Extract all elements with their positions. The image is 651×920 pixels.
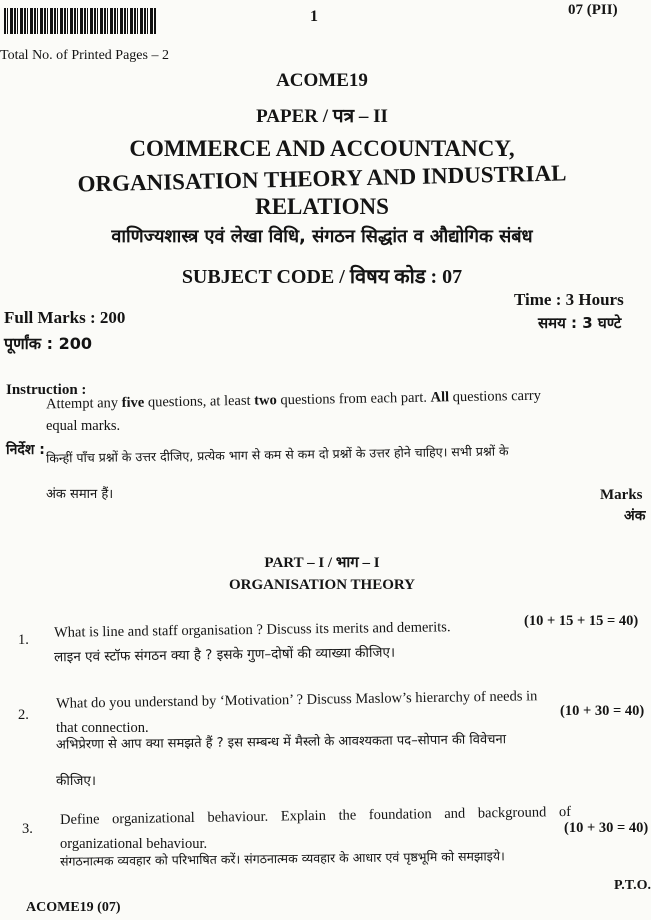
instruction-text: Attempt any bbox=[45, 394, 122, 413]
question-text: What do you understand by ‘Motivation’ ? Discuss Maslow’s hierarchy of needs in bbox=[55, 688, 538, 712]
question-marks: (10 + 15 + 15 = 40) bbox=[524, 613, 639, 629]
marks-label: Marks bbox=[600, 487, 643, 503]
instruction-line-1 bbox=[46, 388, 541, 414]
total-pages: Total No. of Printed Pages – 2 bbox=[0, 48, 169, 63]
question-marks: (10 + 30 = 40) bbox=[564, 820, 649, 836]
instruction-two: two bbox=[254, 392, 277, 409]
question-marks: (10 + 30 = 40) bbox=[560, 703, 645, 719]
time-allowed-hindi: समय : 3 घण्टे bbox=[538, 314, 622, 332]
instruction-text: questions, at least bbox=[144, 392, 255, 411]
instruction-text: questions carry bbox=[448, 387, 542, 406]
instruction-hindi-line-2: अंक समान हैं। bbox=[46, 487, 114, 502]
subject-line-3: RELATIONS bbox=[255, 194, 389, 219]
paper-code: 07 (PII) bbox=[568, 2, 618, 18]
barcode bbox=[4, 8, 156, 34]
question-text-hindi: संगठनात्मक व्यवहार को परिभाषित करें। संगठनात्मक व्यवहार के आधार एवं पृष्ठभूमि को समझाइये। bbox=[59, 848, 505, 869]
marks-label-hindi: अंक bbox=[624, 508, 646, 524]
question-text: What is line and staff organisation ? Discuss its merits and demerits. bbox=[53, 619, 451, 641]
full-marks: Full Marks : 200 bbox=[4, 308, 126, 327]
subject-line-1: COMMERCE AND ACCOUNTANCY, bbox=[129, 136, 515, 161]
full-marks-hindi: पूर्णांक : 200 bbox=[4, 334, 93, 353]
instruction-all: All bbox=[430, 389, 450, 406]
subject-line-2: ORGANISATION THEORY AND INDUSTRIAL bbox=[77, 160, 567, 197]
instruction-hindi-line-1: किन्हीं पाँच प्रश्नों के उत्तर दीजिए, प्रत्येक भाग से कम से कम दो प्रश्नों के उत्तर होने चाहिए। सभी प्रश्नों के bbox=[45, 443, 509, 466]
subject-code: SUBJECT CODE / विषय कोड : 07 bbox=[181, 266, 463, 288]
instruction-line-2: equal marks. bbox=[46, 418, 121, 434]
exam-code: ACOME19 bbox=[276, 70, 368, 91]
instruction-five: five bbox=[121, 394, 145, 411]
question-number: 2. bbox=[18, 707, 29, 723]
question-text-hindi: लाइन एवं स्टॉफ संगठन क्या है ? इसके गुण–दोषों की व्याख्या कीजिए। bbox=[53, 644, 396, 666]
instruction-heading-hindi: निर्देश : bbox=[6, 442, 45, 458]
question-text-cont: that connection. bbox=[56, 720, 149, 736]
question-text: Define organizational behaviour. Explain the foundation and background of bbox=[59, 803, 572, 829]
paper-title: PAPER / पत्र – II bbox=[256, 106, 388, 127]
question-number: 3. bbox=[22, 821, 33, 837]
subject-hindi: वाणिज्यशास्त्र एवं लेखा विधि, संगठन सिद्धांत व औद्योगिक संबंध bbox=[111, 226, 533, 247]
time-allowed: Time : 3 Hours bbox=[514, 290, 624, 309]
instruction-text: questions from each part. bbox=[276, 389, 431, 409]
question-number: 1. bbox=[18, 632, 29, 648]
part-subheading: ORGANISATION THEORY bbox=[228, 577, 416, 593]
pto: P.T.O. bbox=[614, 878, 651, 893]
question-text-cont: organizational behaviour. bbox=[60, 836, 208, 852]
footer-code: ACOME19 (07) bbox=[26, 900, 121, 915]
instruction-heading: Instruction : bbox=[6, 382, 87, 398]
question-text-hindi-cont: कीजिए। bbox=[56, 773, 96, 789]
question-text-hindi: अभिप्रेरणा से आप क्या समझते हैं ? इस सम्बन्ध में मैस्लो के आवश्यकता पद–सोपान की विवेचना bbox=[55, 732, 507, 753]
page-number: 1 bbox=[310, 8, 318, 25]
part-heading: PART – I / भाग – I bbox=[264, 555, 380, 571]
